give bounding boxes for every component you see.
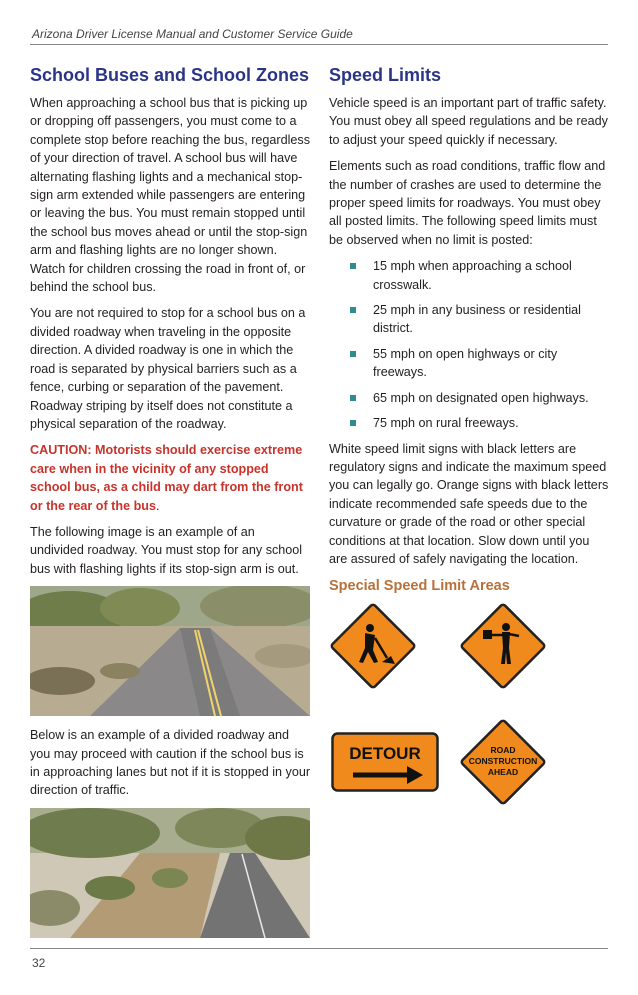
workers-ahead-sign-icon — [329, 602, 417, 690]
school-bus-paragraph-2: You are not required to stop for a school bus on a divided roadway when traveling in the opposite direction. A divided roadway is one in which the road is separated by physical barriers such as a fence, curbing or separation of the pavement. Roadway striping by itself does not constitute a physical separation of the roadway. — [30, 306, 306, 431]
road-construction-line-1: ROAD — [490, 745, 516, 756]
page-number: 32 — [32, 956, 46, 970]
detour-sign — [331, 732, 439, 792]
speed-limit-item: 75 mph on rural freeways. — [373, 414, 611, 432]
caution-period: . — [155, 498, 160, 513]
speed-limit-item: 25 mph in any business or residential district. — [373, 301, 611, 338]
speed-limits-list — [329, 257, 611, 432]
undivided-roadway-photo — [30, 586, 310, 716]
road-construction-line-2: CONSTRUCTION — [468, 756, 538, 767]
warning-signs-group — [329, 600, 611, 820]
speed-limits-paragraph-3: White speed limit signs with black letters are regulatory signs and indicate the maximum speed you can legally go. Orange signs with black letters indicate recommended safe speeds due to the curvature or grade of the road or other special conditions at that location. Slow down until you are assured of safely navigating the location. — [329, 441, 609, 566]
caution-text: CAUTION: Motorists should exercise extreme care when in the vicinity of any stopped school bus, as a child may dart from the front or the rear of the bus — [30, 443, 303, 513]
caution-paragraph — [30, 441, 312, 515]
road-construction-ahead-sign — [459, 718, 547, 806]
undivided-roadway-paragraph: The following image is an example of an undivided roadway. You must stop for any school bus with flashing lights if its stop-sign arm is out. — [30, 524, 303, 576]
speed-limits-paragraph-1: Vehicle speed is an important part of traffic safety. You must obey all speed regulations and be ready to adjust your speed quickly if necessary. — [329, 96, 608, 147]
special-speed-areas-heading: Special Speed Limit Areas — [329, 578, 510, 595]
school-bus-heading: School Buses and School Zones — [30, 65, 310, 85]
speed-limits-paragraph-2: Elements such as road conditions, traffic flow and the number of crashes are used to determine the proper speed limits for roadways. You must obey all posted limits. The following speed limits must be observed when no limit is posted: — [329, 159, 606, 247]
speed-limits-heading: Speed Limits — [329, 65, 442, 85]
divided-roadway-paragraph: Below is an example of a divided roadway and you may proceed with caution if the school bus is in approaching lanes but not if it is stopped in your direction of traffic. — [30, 728, 311, 798]
footer-divider — [30, 948, 608, 949]
road-construction-line-3: AHEAD — [487, 767, 519, 778]
header-title: Arizona Driver License Manual and Customer Service Guide — [32, 27, 353, 41]
header-divider — [30, 44, 608, 45]
flagger-ahead-sign-icon — [459, 602, 547, 690]
divided-roadway-photo — [30, 808, 310, 938]
right-column — [329, 62, 611, 820]
speed-limit-item: 15 mph when approaching a school crosswalk. — [373, 257, 611, 294]
school-bus-paragraph-1: When approaching a school bus that is picking up or dropping off passengers, you must come to a complete stop before reaching the bus, regardless of your direction of travel. A school bus will have alternating flashing lights and a mechanical stop-sign arm extended while passengers are entering or leaving the bus. You must remain stopped until the school bus moves ahead or until the stop-sign arm and flashing lights are no longer shown. Watch for children crossing the road in front of, or behind the school bus. — [30, 96, 311, 295]
speed-limit-item: 65 mph on designated open highways. — [373, 389, 611, 407]
speed-limit-item: 55 mph on open highways or city freeways. — [373, 345, 611, 382]
left-column — [30, 62, 312, 938]
detour-sign-label: DETOUR — [349, 744, 421, 764]
